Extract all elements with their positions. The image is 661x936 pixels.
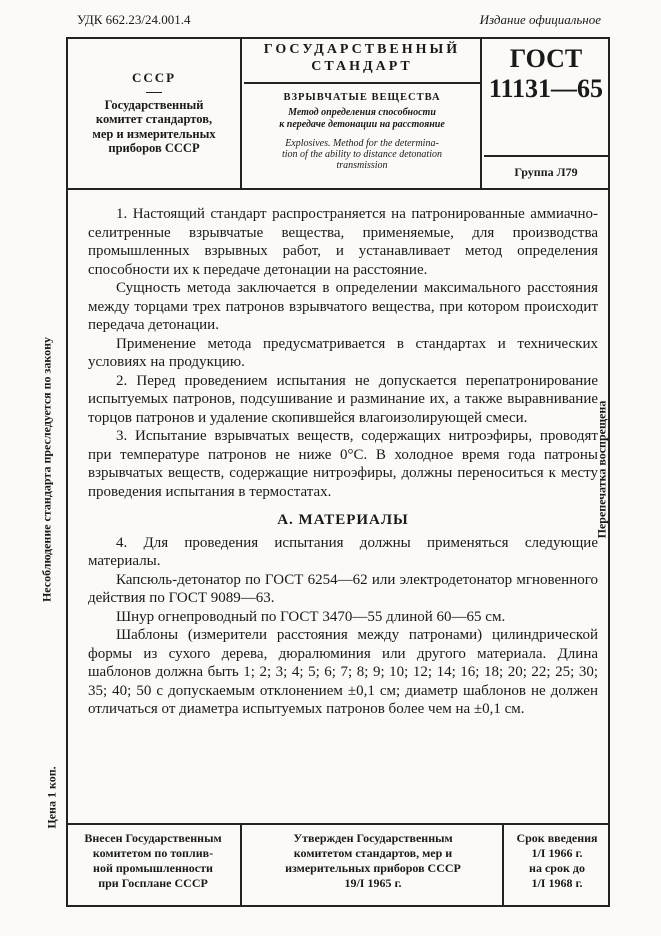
method-ru-line: Метод определения способности bbox=[288, 107, 436, 118]
introduced-by bbox=[68, 831, 238, 891]
section-title: А. МАТЕРИАЛЫ bbox=[277, 512, 409, 528]
gost-number bbox=[484, 44, 608, 104]
section-paragraph: Капсюль-детонатор по ГОСТ 6254—62 или электродетонатор мгновенного действия по ГОСТ 9089—63. bbox=[88, 571, 598, 606]
standard-heading bbox=[244, 41, 480, 75]
approved-line: измерительных приборов СССР bbox=[285, 861, 461, 875]
effective-term bbox=[505, 831, 609, 891]
term-line: на срок до bbox=[529, 861, 585, 875]
section-paragraph: Шаблоны (измерители расстояния между патронами) цилиндрической формы из сухого дерева, дюралюминия или другого материала. Длина шаблонов должна быть 1; 2; 3; 4; 5; 6; 7; 8; 9; 10; 12; 14; 16; 18; 20; 22; 25; 30; 35; 40; 50 с допускаемым отклонением ±0,1 см; диаметр шаблонов не должен отличаться от диаметра испытуемых патронов более чем на ±0,1 см. bbox=[88, 627, 598, 717]
edition-label: Издание официальное bbox=[479, 12, 601, 27]
footer-divider-left bbox=[240, 823, 242, 907]
approved-line: Утвержден Государственным bbox=[293, 831, 453, 845]
header-divider-left bbox=[240, 37, 242, 190]
footer-divider-right bbox=[502, 823, 504, 907]
method-en-line: transmission bbox=[336, 160, 388, 171]
header-divider-right bbox=[480, 37, 482, 190]
udk-code: УДК 662.23/24.001.4 bbox=[77, 12, 191, 27]
section-paragraph: 4. Для проведения испытания должны применяться следующие материалы. bbox=[88, 534, 598, 569]
standard-heading-line: СТАНДАРТ bbox=[311, 59, 413, 74]
section-paragraph: Шнур огнепроводный по ГОСТ 3470—55 длиной 60—65 см. bbox=[116, 608, 506, 625]
country-label: СССР bbox=[131, 70, 177, 85]
group-label: Группа Л79 bbox=[514, 165, 578, 179]
body-paragraph: Применение метода предусматривается в стандартах и технических условиях на продукцию. bbox=[88, 335, 598, 370]
document-body bbox=[88, 205, 598, 719]
body-paragraph: 1. Настоящий стандарт распространяется на патронированные аммиачно-селитренные взрывчатые вещества, применяемые, для производства промышленных взрывных работ, и устанавливает метод определения способности их к передаче детонации на расстояние. bbox=[88, 206, 598, 278]
gost-line: 11131—65 bbox=[488, 74, 604, 103]
standard-heading-line: ГОСУДАРСТВЕННЫЙ bbox=[263, 42, 461, 57]
term-line: 1/I 1966 г. bbox=[531, 846, 583, 860]
committee-line: мер и измерительных bbox=[92, 126, 216, 141]
price-label: Цена 1 коп. bbox=[44, 766, 59, 829]
committee-line: комитет стандартов, bbox=[95, 112, 213, 127]
approved-line: 19/I 1965 г. bbox=[344, 876, 402, 890]
topic-title: ВЗРЫВЧАТЫЕ ВЕЩЕСТВА bbox=[283, 92, 441, 103]
group-rule bbox=[484, 155, 608, 157]
method-en-line: tion of the ability to distance detonation bbox=[282, 149, 442, 160]
approved-by bbox=[244, 831, 502, 891]
reprint-notice: Перепечатка воспрещена bbox=[594, 400, 609, 539]
introduced-line: Внесен Государственным bbox=[84, 831, 222, 845]
body-paragraph: 2. Перед проведением испытания не допускается перепатронирование испытуемых патронов, подсушивание и разминание их, а также выравнивание торцов патронов и удаление скопившейся влагоизолирующей смеси. bbox=[88, 372, 598, 426]
heading-rule bbox=[244, 82, 480, 84]
method-ru-line: к передаче детонации на расстояние bbox=[279, 119, 445, 130]
introduced-line: ной промышленности bbox=[93, 861, 213, 875]
country-dash bbox=[146, 92, 162, 93]
term-line: 1/I 1968 г. bbox=[531, 876, 583, 890]
body-paragraph: Сущность метода заключается в определении максимального расстояния между торцами трех патронов взрывчатого вещества, при котором происходит передача детонации. bbox=[88, 280, 598, 333]
legal-notice: Несоблюдение стандарта преследуется по закону bbox=[39, 336, 54, 603]
method-title-en bbox=[244, 138, 480, 171]
term-line: Срок введения bbox=[516, 831, 598, 845]
body-paragraph: 3. Испытание взрывчатых веществ, содержащих нитроэфиры, проводят при температуре патронов не ниже 0°С. В холодное время года патроны взрывчатых веществ, содержащие нитроэфиры, должны переноситься к месту проведения испытания в термостатах. bbox=[88, 428, 598, 500]
footer-frame bbox=[66, 823, 610, 825]
introduced-line: при Госплане СССР bbox=[98, 876, 208, 890]
method-en-line: Explosives. Method for the determina- bbox=[285, 138, 439, 149]
committee-block bbox=[72, 98, 236, 156]
introduced-line: комитетом по топлив- bbox=[92, 846, 214, 860]
gost-line: ГОСТ bbox=[509, 44, 583, 73]
committee-line: приборов СССР bbox=[108, 141, 200, 156]
committee-line: Государственный bbox=[104, 98, 204, 112]
approved-line: комитетом стандартов, мер и bbox=[293, 846, 453, 860]
method-title-ru bbox=[244, 107, 480, 131]
